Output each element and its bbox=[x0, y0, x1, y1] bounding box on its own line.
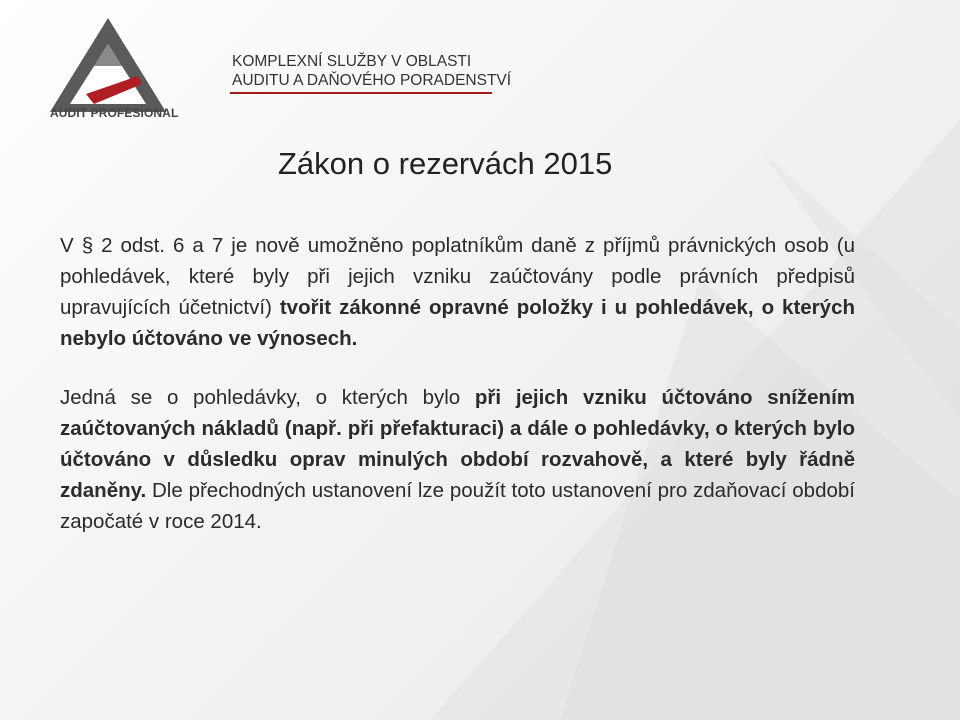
paragraph-1-text: V § 2 odst. 6 a 7 je nově umožněno poplatníkům daně z příjmů právnických osob (u pohledávek, které byly při jejich vzniku zaúčtovány podle právních předpisů upravujících účetnictví) bbox=[60, 234, 855, 319]
logo-text: AUDIT PROFESIONAL bbox=[50, 106, 179, 120]
paragraph-2-tail: Dle přechodných ustanovení lze použít toto ustanovení pro zdaňovací období započaté v roce 2014. bbox=[60, 479, 855, 533]
tagline-underline bbox=[230, 92, 492, 94]
paragraph-1-bold: tvořit zákonné opravné položky i u pohledávek, o kterých nebylo účtováno ve výnosech. bbox=[60, 296, 855, 350]
tagline-line-1: KOMPLEXNÍ SLUŽBY V OBLASTI bbox=[232, 53, 472, 70]
paragraph-2-text: Jedná se o pohledávky, o kterých bylo bbox=[60, 386, 475, 409]
paragraph-1 bbox=[60, 230, 855, 354]
company-tagline bbox=[232, 52, 511, 90]
slide-content bbox=[60, 230, 855, 537]
slide-title: Zákon o rezervách 2015 bbox=[278, 146, 613, 181]
tagline-line-2: AUDITU A DAŇOVÉHO PORADENSTVÍ bbox=[232, 72, 512, 89]
paragraph-2 bbox=[60, 382, 855, 537]
paragraph-2-bold: při jejich vzniku účtováno snížením zaúčtovaných nákladů (např. při přefakturaci) a dále o pohledávky, o kterých bylo účtováno v důsledku oprav minulých období rozvahově, a které byly řádně zdaněny. bbox=[60, 386, 856, 502]
